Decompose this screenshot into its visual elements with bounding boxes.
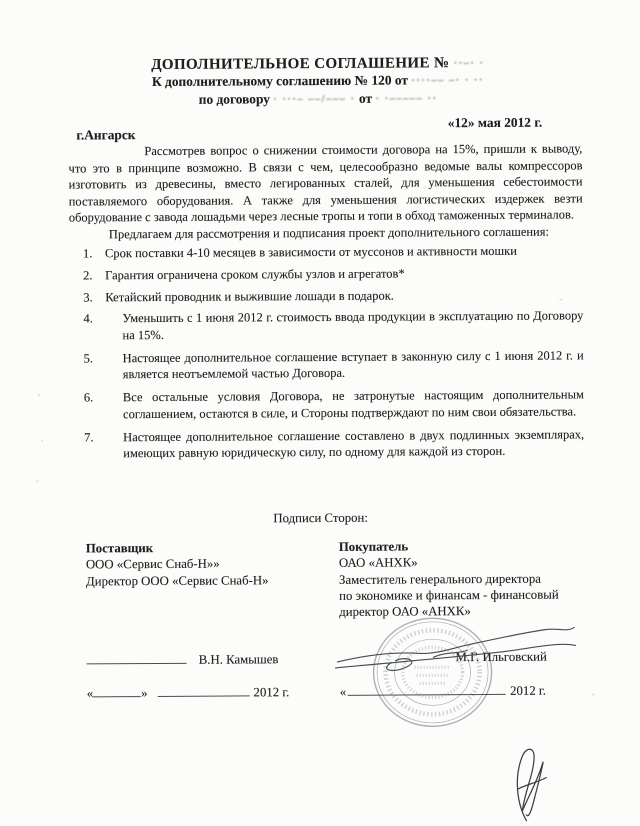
day-blank-line	[93, 686, 141, 698]
agreement-item-5	[84, 347, 584, 382]
document-header	[0, 54, 638, 110]
handwritten-signature	[500, 743, 555, 825]
month-blank-line	[157, 685, 249, 698]
item-number: 3.	[83, 290, 93, 305]
quote-close: »	[141, 686, 148, 701]
supplier-signature-area	[86, 651, 339, 669]
supplier-year-label: 2012 г.	[253, 685, 290, 700]
supplier-name: В.Н. Камышев	[198, 652, 279, 668]
supplier-role-label: Поставщик	[85, 541, 154, 556]
supplier-title: Директор ООО «Сервис Снаб-Н»	[85, 572, 269, 589]
buyer-title-line2: по экономике и финансам - финансовый	[339, 587, 559, 603]
buyer-year-label: 2012 г.	[510, 684, 546, 699]
supplier-column	[86, 539, 339, 622]
supplier-company: ООО «Сервис Снаб-Н»»	[85, 556, 220, 572]
place-date-row	[76, 114, 543, 143]
agreement-item-4	[83, 308, 583, 343]
signature-columns	[1, 537, 640, 622]
item-number: 7.	[84, 430, 94, 445]
quote-open: «	[339, 685, 347, 700]
title-text: ДОПОЛНИТЕЛЬНОЕ СОГЛАШЕНИЕ №	[151, 55, 450, 74]
buyer-role-label: Покупатель	[338, 539, 409, 554]
supplier-date-line	[87, 684, 340, 702]
supplier-signature-line	[86, 652, 186, 665]
item-text: Все остальные условия Договора, не затронутые настоящим дополнительным соглашением, остаются в силе, и Стороны подтверждают по ним свои обязательства.	[122, 387, 584, 421]
scan-speck	[41, 440, 43, 442]
item-number: 2.	[83, 268, 93, 283]
agreement-item-6	[84, 387, 584, 422]
scan-speck	[559, 299, 562, 301]
buyer-date-line	[340, 683, 640, 701]
document-subtitle-2	[0, 89, 638, 110]
redaction-mark: · ·––––– ··	[375, 92, 438, 105]
agreement-item-2	[83, 264, 583, 283]
subtitle2-text: по договору	[198, 90, 270, 107]
signature-date-row	[2, 683, 640, 703]
document-body	[68, 140, 584, 468]
agreement-item-1	[83, 243, 583, 262]
buyer-column	[339, 537, 640, 620]
scan-speck	[36, 480, 38, 483]
item-number: 5.	[83, 351, 94, 366]
buyer-title-line1: Заместитель генерального директора	[338, 571, 541, 587]
quote-open: «	[86, 686, 94, 701]
buyer-name: М.Г. Ильговский	[455, 650, 547, 665]
date-blank-line	[348, 683, 506, 696]
buyer-title-line3: директор ОАО «АНХК»	[339, 604, 471, 620]
item-text: Кетайский проводник и выжившие лошади в подарок.	[105, 288, 394, 305]
agreement-items	[83, 243, 584, 462]
agreement-item-7	[84, 426, 584, 461]
signatures-heading: Подписи Сторон:	[273, 510, 368, 526]
item-text: Настоящее дополнительное соглашение вступает в законную силу с 1 июня 2012 г. и является неотъемлемой частью Договора.	[122, 348, 584, 382]
redaction-mark: ··–· ·	[453, 57, 485, 70]
subtitle1-text: К дополнительному соглашению № 120 от	[151, 72, 408, 90]
item-number: 6.	[83, 390, 94, 405]
agreement-item-3	[83, 286, 583, 305]
item-text: Срок поставки 4-10 месяцев в зависимости от муссонов и активности мошки	[104, 244, 517, 261]
item-text: Уменьшить с 1 июня 2012 г. стоимость ввода продукции в эксплуатацию по Договору на 15%.	[122, 308, 584, 342]
redaction-mark: ····–– –· · ··	[411, 74, 484, 87]
item-text: Гарантия ограничена сроком службы узлов и агрегатов*	[105, 266, 405, 283]
document-date: «12» мая 2012 г.	[447, 114, 543, 131]
city-label: г.Ангарск	[76, 127, 136, 143]
redaction-mark: · ···– ––/––– ·	[273, 93, 356, 105]
item-number: 4.	[83, 311, 93, 326]
buyer-company: ОАО «АНХК»	[338, 555, 418, 571]
item-text: Настоящее дополнительное соглашение составлено в двух подлинных экземплярах, имеющих равную юридическую силу, по одному для каждой из сторон.	[123, 427, 585, 461]
subtitle2-text-2: от	[358, 90, 373, 106]
intro-paragraph: Рассмотрев вопрос о снижении стоимости договора на 15%, пришли к выводу, что это в принципе возможно. В связи с чем, целесообразно ведомые валы компрессоров изготовить из древесины, вместо легированных сталей, для уменьшения себестоимости поставляемого оборудования. А также для уменьшения логистических издержек везти оборудование с завода лошадьми через лесные тропы и топи в обход таможенных терминалов.	[68, 141, 583, 225]
proposal-paragraph: Предлагаем для рассмотрения и подписания проект дополнительного соглашения:	[108, 224, 549, 242]
item-number: 1.	[82, 246, 93, 261]
buyer-signature-scrawl	[333, 616, 578, 682]
scan-speck	[38, 394, 40, 397]
